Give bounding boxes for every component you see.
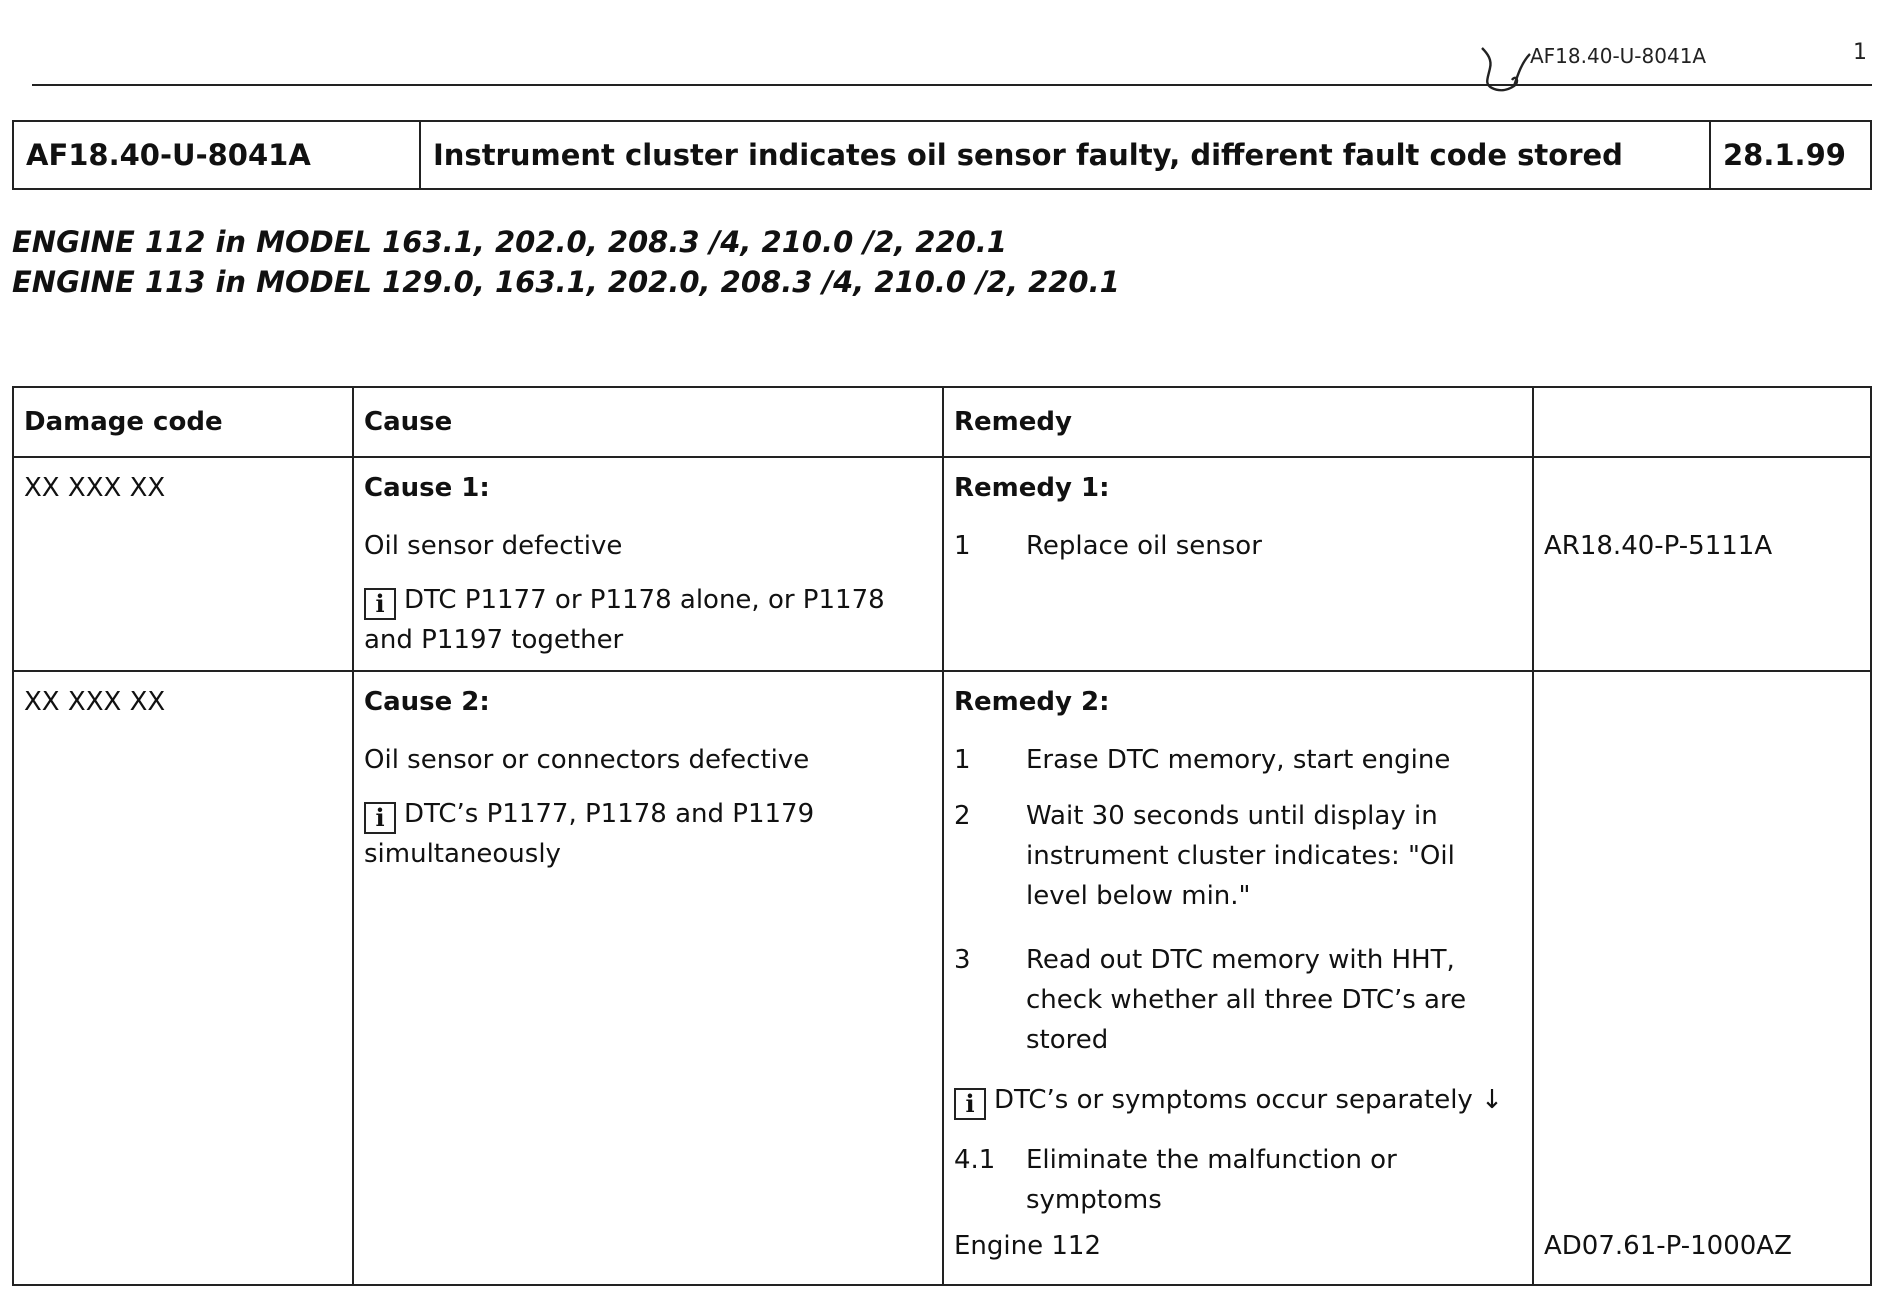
step-text: Read out DTC memory with HHT, check whether all three DTC’s are stored [1026,945,1467,1055]
info-icon: i [364,802,396,834]
remedy-title: Remedy 2: [954,687,1110,717]
info-icon: i [954,1088,986,1120]
table-header-row [14,388,1870,458]
remedy-step [954,740,1522,780]
cause-text: Oil sensor defective [364,531,623,561]
column-header-remedy: Remedy [944,388,1534,456]
reference-link[interactable]: AR18.40-P-5111A [1544,531,1773,561]
remedy-title: Remedy 1: [954,473,1110,503]
step-text: Wait 30 seconds until display in instrument cluster indicates: "Oil level below min." [1026,801,1455,911]
cause-cell [354,672,944,1284]
step-number: 1 [954,531,971,561]
title-block [12,120,1872,190]
cause-text: Oil sensor or connectors defective [364,745,810,775]
header-rule [32,84,1872,86]
damage-code-cell [14,672,354,1284]
step-number: 3 [954,945,971,975]
cause-cell [354,458,944,670]
cause-info-text: DTC P1177 or P1178 alone, or P1178 and P1197 together [364,585,885,655]
info-icon: i [364,588,396,620]
column-header-cause: Cause [354,388,944,456]
cause-info-text: DTC’s P1177, P1178 and P1179 simultaneously [364,799,815,869]
step-number: 4.1 [954,1145,996,1175]
remedy-step [954,940,1522,1060]
step-number: 2 [954,801,971,831]
remedy-step [954,526,1522,566]
running-header-code: AF18.40-U-8041A [1530,44,1707,68]
column-header-reference [1534,388,1870,456]
damage-code-cell [14,458,354,670]
remedy-step [954,796,1522,916]
document-title: Instrument cluster indicates oil sensor faulty, different fault code stored [421,122,1711,188]
remedy-info-text: DTC’s or symptoms occur separately ↓ [994,1085,1503,1115]
remedy-info-note [954,1080,1522,1120]
cause-info-note [364,794,932,874]
page-number: 1 [1853,40,1867,65]
handwritten-mark-icon [1478,44,1538,108]
damage-code: XX XXX XX [24,473,166,503]
damage-code: XX XXX XX [24,687,166,717]
diagnosis-table [12,386,1872,1286]
column-header-damage-code: Damage code [14,388,354,456]
reference-link[interactable]: AD07.61-P-1000AZ [1544,1231,1792,1261]
remedy-cell [944,458,1534,670]
cause-title: Cause 1: [364,473,490,503]
step-text: Erase DTC memory, start engine [1026,745,1451,775]
remedy-cell [944,672,1534,1284]
applicability-block [12,222,1120,302]
reference-cell [1534,672,1870,1284]
step-text: Eliminate the malfunction or symptoms [1026,1145,1397,1215]
engine-label: Engine 112 [954,1231,1101,1261]
applicability-line: ENGINE 113 in MODEL 129.0, 163.1, 202.0, 208.3 /4, 210.0 /2, 220.1 [12,265,1120,299]
table-row [14,458,1870,672]
remedy-step [954,1140,1522,1220]
document-code: AF18.40-U-8041A [14,122,421,188]
table-row [14,672,1870,1284]
cause-title: Cause 2: [364,687,490,717]
applicability-line: ENGINE 112 in MODEL 163.1, 202.0, 208.3 /4, 210.0 /2, 220.1 [12,225,1007,259]
step-text: Replace oil sensor [1026,531,1262,561]
document-date: 28.1.99 [1723,138,1846,172]
step-number: 1 [954,745,971,775]
cause-info-note [364,580,932,660]
reference-cell [1534,458,1870,670]
